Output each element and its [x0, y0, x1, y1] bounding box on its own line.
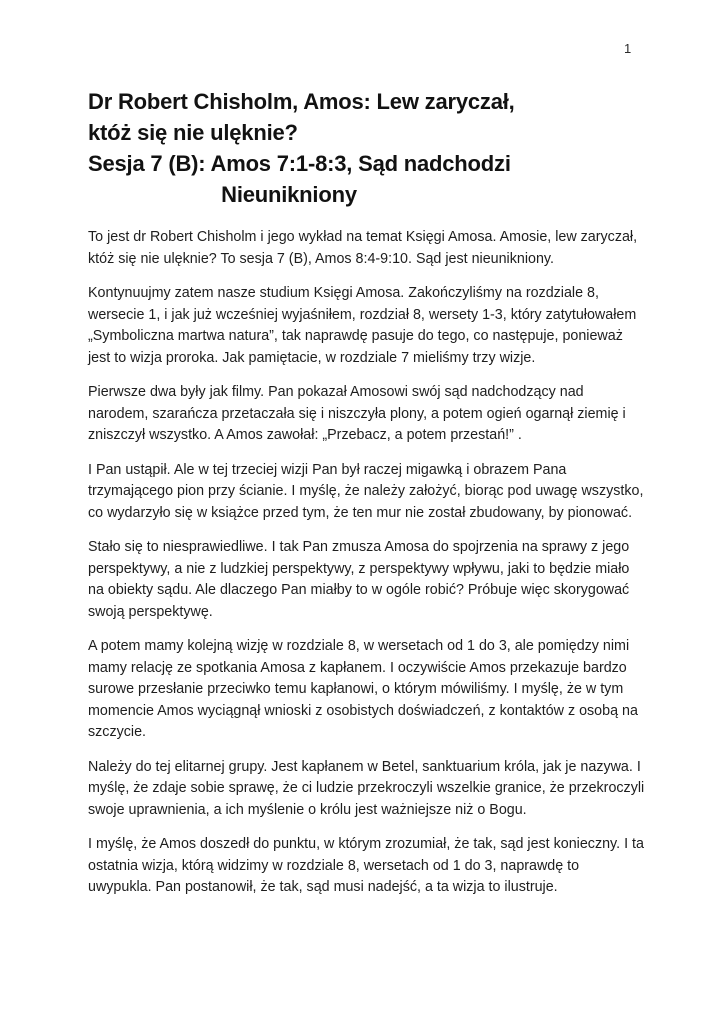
title-line-1: Dr Robert Chisholm, Amos: Lew zaryczał,: [88, 89, 515, 114]
paragraph-6: A potem mamy kolejną wizję w rozdziale 8, w wersetach od 1 do 3, ale pomiędzy nimi mamy relację ze spotkania Amosa z kapłanem. I oczywiście Amos przekazuje bardzo surowe przesłanie przeciwko temu kapłanowi, o którym mówiliśmy. I myślę, że w tym momencie Amos wyciągnął wnioski z osobistych doświadczeń, z kontaktów z osobą na szczycie.: [88, 638, 638, 740]
paragraph-1: To jest dr Robert Chisholm i jego wykład na temat Księgi Amosa. Amosie, lew zaryczał, któż się nie ulęknie? To sesja 7 (B), Amos 8:4-9:10. Sąd jest nieunikniony.: [88, 229, 638, 267]
paragraph-4: I Pan ustąpił. Ale w tej trzeciej wizji Pan był raczej migawką i obrazem Pana trzymającego pion przy ścianie. I myślę, że należy założyć, biorąc pod uwagę wszystko, co wydarzyło się w książce przed tym, że ten mur nie został zbudowany, by pionować.: [88, 461, 644, 521]
paragraph-2: Kontynuujmy zatem nasze studium Księgi Amosa. Zakończyliśmy na rozdziale 8, wersecie 1, i jak już wcześniej wyjaśniłem, rozdział 8, wersety 1-3, który zatytułowałem „Symboliczna martwa natura”, tak naprawdę pasuje do tego, co następuje, ponieważ jest to wizja proroka. Jak pamiętacie, w rozdziale 7 mieliśmy trzy wizje.: [88, 285, 637, 366]
paragraph-5: Stało się to niesprawiedliwe. I tak Pan zmusza Amosa do spojrzenia na sprawy z jego perspektywy, a nie z ludzkiej perspektywy, z perspektywy wpływu, jaki to będzie miało na obiekty sądu. Ale dlaczego Pan miałby to w ogóle robić? Próbuje więc skorygować swoją perspektywę.: [88, 539, 630, 620]
title-line-4: Nieunikniony: [221, 182, 357, 207]
paragraph-8: I myślę, że Amos doszedł do punktu, w którym zrozumiał, że tak, sąd jest konieczny. I ta ostatnia wizja, którą widzimy w rozdziale 8, wersetach od 1 do 3, naprawdę to uwypukla. Pan postanowił, że tak, sąd musi nadejść, a ta wizja to ilustruje.: [88, 836, 644, 895]
title-line-3: Sesja 7 (B): Amos 7:1-8:3, Sąd nadchodzi: [88, 151, 511, 176]
paragraph-3: Pierwsze dwa były jak filmy. Pan pokazał Amosowi swój sąd nadchodzący nad narodem, szarańcza przetaczała się i niszczyła plony, a potem ogień ogarnął ziemię i zniszczył wszystko. A Amos zawołał: „Przebacz, a potem przestań!” .: [88, 384, 626, 443]
title-line-2: któż się nie ulęknie?: [88, 120, 298, 145]
page-number: 1: [624, 41, 632, 56]
document-body: [88, 227, 645, 912]
document-title: [88, 86, 515, 210]
paragraph-7: Należy do tej elitarnej grupy. Jest kapłanem w Betel, sanktuarium króla, jak je nazywa. I myślę, że zdaje sobie sprawę, że ci ludzie przekroczyli wszelkie granice, że przekroczyli swoje uprawnienia, a ich myślenie o królu jest ważniejsze niż o Bogu.: [88, 758, 645, 818]
